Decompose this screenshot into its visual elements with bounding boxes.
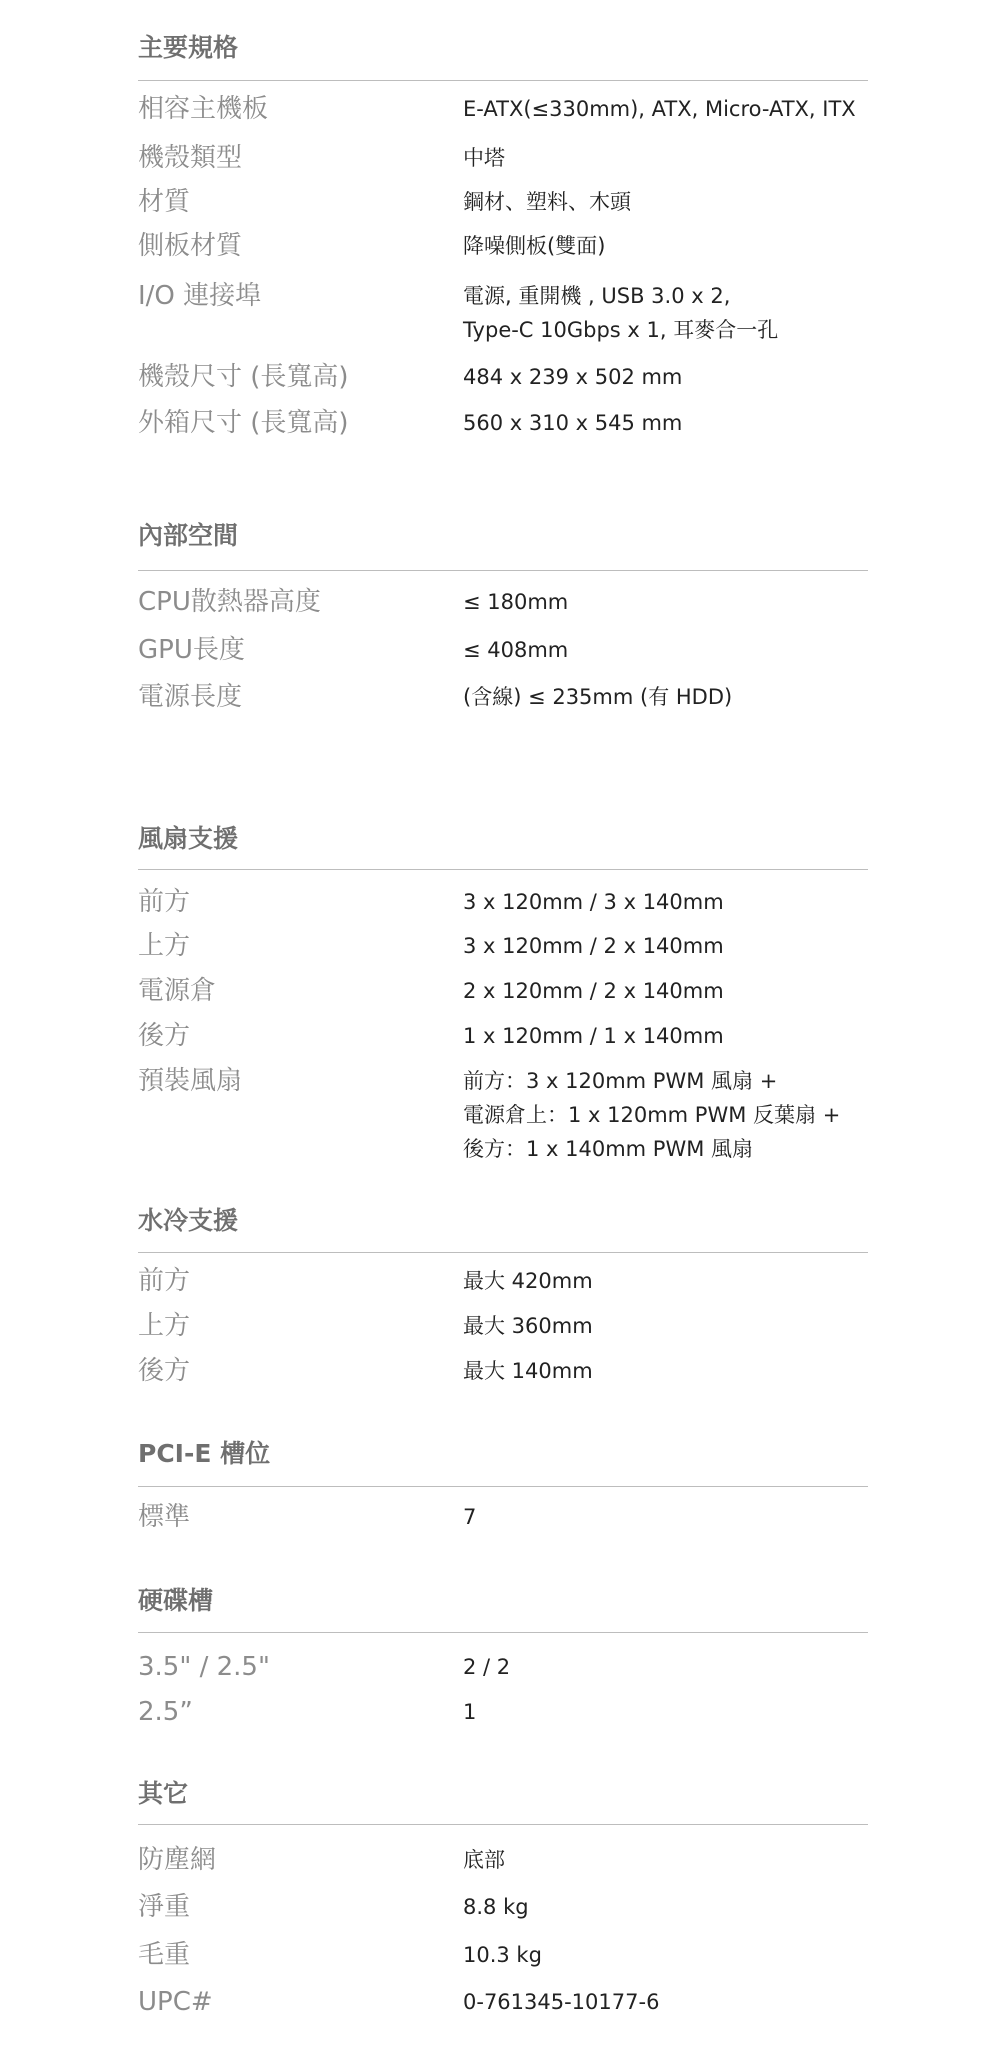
spec-label: 後方 xyxy=(138,1021,191,1051)
spec-label: 相容主機板 xyxy=(138,94,269,124)
section-title: 硬碟槽 xyxy=(138,1586,214,1615)
spec-value: 3 x 120mm / 2 x 140mm xyxy=(463,934,724,958)
spec-label: 前方 xyxy=(138,1266,191,1296)
section-title: 內部空間 xyxy=(138,521,239,550)
section-divider xyxy=(138,80,868,81)
section-title: 其它 xyxy=(138,1779,189,1808)
spec-label: I/O 連接埠 xyxy=(138,281,262,311)
spec-value: E-ATX(≤330mm), ATX, Micro-ATX, ITX xyxy=(463,97,856,121)
spec-label: 預裝風扇 xyxy=(138,1066,243,1096)
spec-value: ≤ 408mm xyxy=(463,638,569,662)
spec-label: 淨重 xyxy=(138,1892,191,1922)
section-divider xyxy=(138,570,868,571)
spec-label: CPU散熱器高度 xyxy=(138,587,321,617)
spec-label: 後方 xyxy=(138,1356,191,1386)
section-title: 水冷支援 xyxy=(138,1206,239,1235)
spec-value: 最大 360mm xyxy=(463,1314,593,1338)
spec-value: 最大 420mm xyxy=(463,1269,593,1293)
spec-label: 材質 xyxy=(138,187,191,217)
section-title: 主要規格 xyxy=(138,33,239,62)
spec-value: 最大 140mm xyxy=(463,1359,593,1383)
spec-value: 降噪側板(雙面) xyxy=(463,234,606,258)
section-divider xyxy=(138,1824,868,1825)
spec-label: UPC# xyxy=(138,1987,213,2017)
spec-value: 2 x 120mm / 2 x 140mm xyxy=(463,979,724,1003)
spec-label: 機殼類型 xyxy=(138,143,243,173)
spec-value: 中塔 xyxy=(463,146,505,170)
spec-value: 鋼材、塑料、木頭 xyxy=(463,190,631,214)
section-divider xyxy=(138,869,868,870)
spec-label: GPU長度 xyxy=(138,635,245,665)
section-title: PCI-E 槽位 xyxy=(138,1439,271,1468)
spec-value: 2 / 2 xyxy=(463,1655,511,1679)
spec-value: 1 x 120mm / 1 x 140mm xyxy=(463,1024,724,1048)
spec-label: 2.5” xyxy=(138,1697,193,1727)
spec-label: 電源倉 xyxy=(138,976,217,1006)
spec-value: ≤ 180mm xyxy=(463,590,569,614)
spec-label: 上方 xyxy=(138,931,191,961)
spec-label: 電源長度 xyxy=(138,682,243,712)
spec-value: 560 x 310 x 545 mm xyxy=(463,411,683,435)
spec-label: 毛重 xyxy=(138,1940,191,1970)
spec-value: 8.8 kg xyxy=(463,1895,529,1919)
spec-value: 底部 xyxy=(463,1848,505,1872)
spec-value: 484 x 239 x 502 mm xyxy=(463,365,683,389)
spec-label: 前方 xyxy=(138,887,191,917)
spec-label: 機殼尺寸 (長寬高) xyxy=(138,362,349,392)
spec-value: 10.3 kg xyxy=(463,1943,542,1967)
spec-value: 0-761345-10177-6 xyxy=(463,1990,660,2014)
spec-label: 上方 xyxy=(138,1311,191,1341)
spec-label: 3.5" / 2.5" xyxy=(138,1652,270,1682)
spec-value: (含線) ≤ 235mm (有 HDD) xyxy=(463,685,733,709)
spec-value: 3 x 120mm / 3 x 140mm xyxy=(463,890,724,914)
spec-label: 側板材質 xyxy=(138,231,243,261)
spec-value: 前方：3 x 120mm PWM 風扇 + 電源倉上：1 x 120mm PWM 反葉扇 + 後方：1 x 140mm PWM 風扇 xyxy=(463,1069,841,1161)
spec-label: 外箱尺寸 (長寬高) xyxy=(138,408,349,438)
section-divider xyxy=(138,1252,868,1253)
section-divider xyxy=(138,1486,868,1487)
spec-label: 標準 xyxy=(138,1502,191,1532)
spec-value: 1 xyxy=(463,1700,477,1724)
spec-value: 電源, 重開機 , USB 3.0 x 2, Type-C 10Gbps x 1, 耳麥合一孔 xyxy=(463,284,779,342)
spec-label: 防塵網 xyxy=(138,1845,217,1875)
section-title: 風扇支援 xyxy=(138,824,239,853)
spec-value: 7 xyxy=(463,1505,477,1529)
section-divider xyxy=(138,1632,868,1633)
